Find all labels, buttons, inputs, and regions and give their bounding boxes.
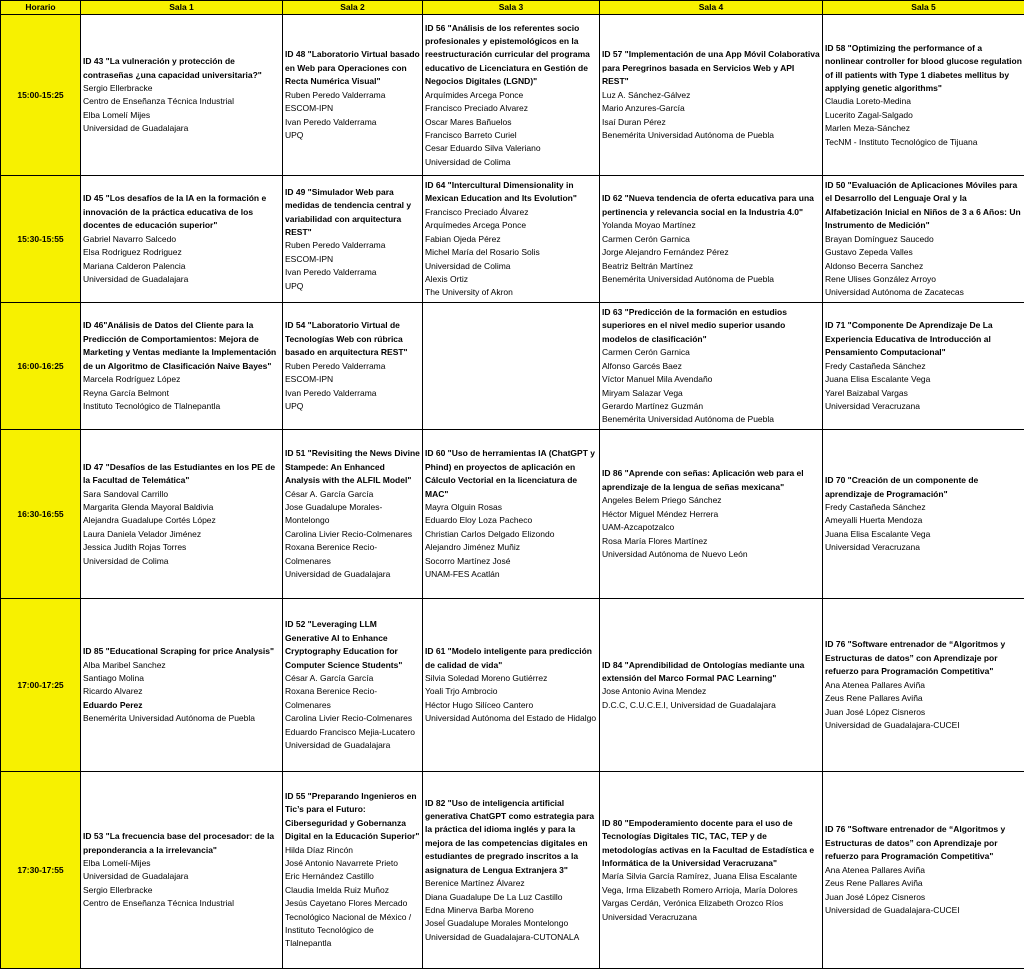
session-author-line: The University of Akron [425, 287, 513, 298]
time-slot: 16:00-16:25 [1, 303, 81, 430]
session-author-line: Carmen Cerón Garnica [602, 233, 690, 244]
session-author-line: Benemérita Universidad Autónoma de Puebla [602, 414, 774, 425]
session-author-line: Ameyalli Huerta Mendoza [825, 515, 923, 526]
session-author-line: Fredy Castañeda Sánchez [825, 502, 926, 512]
session-author-line: Jessica Judith Rojas Torres [83, 542, 187, 553]
session-title: ID 60 "Uso de herramientas IA (ChatGPT y Phind) en proyectos de aplicación en Cálculo Vectorial en la licenciatura de MAC" [425, 448, 595, 499]
session-author-line: Sara Sandoval Carrillo [83, 488, 169, 499]
session-author-line: Universidad Veracruzana [825, 542, 920, 553]
session-cell [823, 15, 1024, 176]
session-author-line: Mario Anzures-García [602, 103, 685, 114]
session-author-line: Hilda Díaz Rincón [285, 844, 354, 855]
session-author-line: Yarel Baizabal Vargas [825, 387, 908, 398]
session-author-line: Jose Antonio Avina Mendez [602, 686, 707, 697]
schedule-row [1, 599, 1024, 772]
header-row [1, 1, 1024, 15]
session-author-line: Eduardo Perez [83, 699, 143, 710]
session-title: ID 43 "La vulneración y protección de contraseñas ¿una capacidad universitaria?" [83, 56, 262, 80]
session-author-line: Juan José López Cisneros [825, 891, 926, 902]
session-author-line: Roxana Berenice Recio-Colmenares [285, 686, 378, 710]
session-title: ID 45 "Los desafíos de la IA en la formación e innovación de la práctica educativa de los docentes de educación superior" [83, 193, 267, 231]
session-author-line: UPQ [285, 129, 304, 140]
header-sala-3: Sala 3 [423, 1, 600, 15]
session-title: ID 50 "Evaluación de Aplicaciones Móviles para el Desarrollo del Lenguaje Oral y la Alfabetización Inicial en Niños de 3 a 6 Años: Un Instrumento de Medición" [825, 180, 1021, 231]
session-author-line: Carmen Cerón Garnica [602, 347, 690, 358]
session-author-line: Universidad Autónoma de Nuevo León [602, 548, 748, 559]
session-title: ID 84 "Aprendibilidad de Ontologías mediante una extensión del Marco Formal PAC Learning" [602, 659, 805, 683]
session-title: ID 57 "Implementación de una App Móvil Colaborativa para Peregrinos basada en Servicios Web y API REST" [602, 49, 820, 87]
header-sala-2: Sala 2 [283, 1, 423, 15]
session-cell [81, 772, 283, 969]
session-cell [283, 772, 423, 969]
session-author-line: Gerardo Martínez Guzmán [602, 400, 704, 411]
session-author-line: Ana Atenea Pallares Aviña [825, 864, 926, 875]
session-author-line: Aldonso Becerra Sanchez [825, 260, 924, 271]
schedule-row [1, 430, 1024, 599]
session-author-line: Gabriel Navarro Salcedo [83, 233, 177, 244]
session-title: ID 70 "Creación de un componente de aprendizaje de Programación" [825, 475, 979, 499]
session-author-line: Elsa Rodriguez Rodriguez [83, 247, 182, 258]
session-author-line: Universidad Autónoma del Estado de Hidalgo [425, 713, 597, 724]
session-author-line: Jorge Alejandro Fernández Pérez [602, 247, 729, 258]
session-author-line: D.C.C, C.U.C.E.I, Universidad de Guadalajara [602, 699, 776, 710]
session-cell [600, 772, 823, 969]
session-author-line: María Silvia García Ramírez, Juana Elisa Escalante Vega, Irma Elizabeth Romero Arrioja, María Dolores Vargas Cerdán, Verónica Elizabeth Orozco Ríos [602, 871, 798, 909]
session-author-line: Juan José López Cisneros [825, 706, 926, 717]
session-author-line: Santiago Molina [83, 673, 144, 683]
header-sala-5: Sala 5 [823, 1, 1024, 15]
session-title: ID 58 "Optimizing the performance of a nonlinear controller for blood glucose regulation of ill patients with Type 1 diabetes mellitus by applying genetic algorithms" [825, 42, 1022, 93]
session-cell [283, 303, 423, 430]
session-cell [81, 15, 283, 176]
session-author-line: Ivan Peredo Valderrama [285, 387, 377, 398]
session-author-line: Ricardo Alvarez [83, 686, 143, 697]
session-author-line: Margarita Glenda Mayoral Baldivia [83, 502, 214, 512]
session-author-line: Eric Hernández Castillo [285, 871, 374, 882]
session-author-line: Claudia Loreto-Medina [825, 96, 911, 107]
session-author-line: Juana Elisa Escalante Vega [825, 374, 931, 385]
session-title: ID 48 "Laboratorio Virtual basado en Web para Operaciones con Recta Numérica Visual" [285, 49, 420, 87]
session-title: ID 85 "Educational Scraping for price Analysis" [83, 646, 275, 657]
session-author-line: Eduardo Francisco Mejia-Lucatero [285, 726, 415, 737]
session-author-line: José Antonio Navarrete Prieto [285, 858, 398, 868]
session-author-line: Luz A. Sánchez-Gálvez [602, 89, 691, 100]
session-cell [81, 430, 283, 599]
session-title: ID 86 "Aprende con señas: Aplicación web para el aprendizaje de la lengua de señas mexicana" [602, 468, 804, 492]
session-title: ID 46"Análisis de Datos del Cliente para la Predicción de Comportamientos: Mejora de Marketing y Ventas mediante la Implementación de un Algoritmo de Clasificación Naive Bayes" [83, 320, 277, 371]
session-cell [283, 176, 423, 303]
time-slot: 16:30-16:55 [1, 430, 81, 599]
session-author-line: Marcela Rodríguez López [83, 374, 181, 385]
session-cell [600, 176, 823, 303]
session-author-line: Alfonso Garcés Baez [602, 360, 682, 371]
session-cell [600, 15, 823, 176]
session-cell [81, 303, 283, 430]
session-author-line: Víctor Manuel Mila Avendaño [602, 374, 713, 385]
session-author-line: Diana Guadalupe De La Luz Castillo [425, 891, 563, 902]
session-cell [423, 176, 600, 303]
session-author-line: Berenice Martínez Álvarez [425, 878, 525, 889]
session-title: ID 63 "Predicción de la formación en estudios superiores en el nivel medio superior usando modelos de clasificación" [602, 307, 787, 344]
session-author-line: Ruben Peredo Valderrama [285, 89, 386, 100]
session-author-line: Carolina Livier Recio-Colmenares [285, 713, 413, 724]
session-title: ID 76 "Software entrenador de “Algoritmos y Estructuras de datos” con Aprendizaje por refuerzo para Programación Competitiva" [825, 639, 1006, 677]
session-author-line: César A. García García [285, 673, 374, 683]
session-title: ID 51 "Revisiting the News Divine Stampede: An Enhanced Analysis with the ALFIL Model" [285, 448, 420, 486]
session-author-line: Rene Ulises González Arroyo [825, 273, 937, 284]
session-author-line: Ruben Peredo Valderrama [285, 360, 386, 371]
session-author-line: Universidad de Guadalajara [285, 569, 391, 580]
session-author-line: Brayan Domínguez Saucedo [825, 233, 934, 244]
session-author-line: Instituto Tecnológico de Tlalnepantla [83, 400, 221, 411]
session-author-line: Mariana Calderon Palencia [83, 260, 186, 271]
session-author-line: ESCOM-IPN [285, 253, 334, 264]
session-title: ID 64 "Intercultural Dimensionality in Mexican Education and Its Evolution" [425, 180, 577, 204]
session-author-line: Héctor Miguel Méndez Herrera [602, 508, 719, 519]
session-author-line: Héctor Hugo Silíceo Cantero [425, 699, 534, 710]
session-cell [423, 15, 600, 176]
session-author-line: Sergio Ellerbracke [83, 83, 153, 93]
schedule-row [1, 303, 1024, 430]
session-title: ID 54 "Laboratorio Virtual de Tecnologías Web con rúbrica basado en arquitectura REST" [285, 320, 408, 358]
session-title: ID 52 "Leveraging LLM Generative AI to Enhance Cryptography Education for Computer Science Students" [285, 619, 403, 670]
session-cell [823, 772, 1024, 969]
time-slot: 17:00-17:25 [1, 599, 81, 772]
session-author-line: Elba Lomelí-Mijes [83, 858, 151, 868]
session-cell [423, 772, 600, 969]
session-author-line: Sergio Ellerbracke [83, 884, 153, 895]
session-author-line: Joseĺ Guadalupe Morales Montelongo [425, 918, 569, 929]
session-author-line: Carolina Livier Recio-Colmenares [285, 528, 413, 539]
session-author-line: Ana Atenea Pallares Aviña [825, 679, 926, 690]
session-title: ID 80 "Empoderamiento docente para el uso de Tecnologías Digitales TIC, TAC, TEP y de metodologías activas en la Facultad de Estadística e Informática de la Universidad Veracruzana" [602, 817, 815, 868]
session-author-line: Michel María del Rosario Solis [425, 247, 540, 258]
session-author-line: Elba Lomelí Mijes [83, 109, 151, 120]
schedule-body [1, 15, 1024, 969]
session-title: ID 61 "Modelo inteligente para predicción de calidad de vida" [425, 646, 592, 670]
session-author-line: Cesar Eduardo Silva Valeriano [425, 143, 541, 154]
session-author-line: César A. García García [285, 488, 374, 499]
session-author-line: Universidad de Guadalajara [83, 273, 189, 284]
session-author-line: Ruben Peredo Valderrama [285, 240, 386, 251]
session-author-line: Miryam Salazar Vega [602, 387, 683, 398]
session-author-line: Silvia Soledad Moreno Gutiérrez [425, 673, 548, 683]
session-author-line: Fabian Ojeda Pérez [425, 233, 501, 244]
header-sala-1: Sala 1 [81, 1, 283, 15]
session-cell [823, 303, 1024, 430]
session-cell [283, 599, 423, 772]
session-author-line: Tecnológico Nacional de México / Instituto Tecnológico de Tlalnepantla [285, 911, 412, 949]
session-author-line: Juana Elisa Escalante Vega [825, 528, 931, 539]
session-author-line: Francisco Preciado Alvarez [425, 103, 528, 114]
session-title: ID 47 "Desafíos de las Estudiantes en los PE de la Facultad de Telemática" [83, 461, 276, 486]
session-cell [600, 303, 823, 430]
session-author-line: Laura Daniela Velador Jiménez [83, 528, 202, 539]
session-author-line: Francisco Barreto Curiel [425, 129, 517, 140]
session-author-line: Alexis Ortiz [425, 273, 468, 284]
session-author-line: Angeles Belem Priego Sánchez [602, 495, 722, 506]
session-title: ID 71 "Componente De Aprendizaje De La Experiencia Educativa de Introducción al Pensamiento Computacional" [825, 320, 993, 358]
session-author-line: UAM-Azcapotzalco [602, 522, 675, 533]
session-cell [81, 599, 283, 772]
session-author-line: Universidad de Guadalajara-CUCEI [825, 719, 960, 730]
session-author-line: Universidad Veracruzana [602, 911, 697, 922]
session-author-line: Universidad de Colima [425, 156, 511, 167]
session-cell [283, 15, 423, 176]
session-author-line: Eduardo Eloy Loza Pacheco [425, 515, 533, 526]
session-author-line: Ivan Peredo Valderrama [285, 116, 377, 127]
session-author-line: Universidad de Guadalajara [83, 123, 189, 134]
session-cell [423, 430, 600, 599]
session-author-line: Zeus Rene Pallares Aviña [825, 878, 923, 889]
header-horario: Horario [1, 1, 81, 15]
session-author-line: ESCOM-IPN [285, 103, 334, 114]
session-author-line: Universidad de Guadalajara-CUTONALA [425, 931, 580, 942]
time-slot: 17:30-17:55 [1, 772, 81, 969]
session-author-line: Universidad Veracruzana [825, 400, 920, 411]
session-author-line: Beatriz Beltrán Martínez [602, 260, 694, 271]
session-author-line: UNAM-FES Acatlán [425, 569, 500, 580]
session-cell [423, 303, 600, 430]
session-author-line: Isaí Duran Pérez [602, 116, 666, 127]
session-title: ID 56 "Análisis de los referentes socio profesionales y epistemológicos en la reestructuración curricular del programa educativo de Licenciatura en Gestión de Negocios Digitales (LGND)" [425, 22, 590, 87]
session-author-line: Arquímedes Arcega Ponce [425, 220, 527, 231]
session-author-line: Universidad de Guadalajara-CUCEI [825, 904, 960, 915]
session-author-line: UPQ [285, 280, 304, 291]
session-author-line: Centro de Enseñanza Técnica Industrial [83, 96, 235, 107]
time-slot: 15:00-15:25 [1, 15, 81, 176]
session-author-line: Alba Maribel Sanchez [83, 659, 166, 670]
session-cell [823, 176, 1024, 303]
session-author-line: Universidad de Guadalajara [285, 740, 391, 751]
session-author-line: Socorro Martínez José [425, 555, 511, 566]
session-author-line: Christian Carlos Delgado Elizondo [425, 528, 555, 539]
session-author-line: Marlen Meza-Sánchez [825, 123, 911, 134]
session-author-line: Universidad de Colima [83, 555, 169, 566]
schedule-row [1, 176, 1024, 303]
session-author-line: UPQ [285, 400, 304, 411]
session-author-line: Yoali Trjo Ambrocio [425, 686, 498, 697]
session-cell [600, 599, 823, 772]
session-author-line: Benemérita Universidad Autónoma de Puebla [602, 129, 774, 140]
session-title: ID 49 "Simulador Web para medidas de tendencia central y variabilidad con arquitectura REST" [285, 186, 412, 237]
session-author-line: TecNM - Instituto Tecnológico de Tijuana [825, 136, 978, 147]
schedule-row [1, 772, 1024, 969]
session-title: ID 55 "Preparando Ingenieros en Tic’s para el Futuro: Ciberseguridad y Gobernanza Digital en la Educación Superior" [285, 790, 420, 842]
session-author-line: Fredy Castañeda Sánchez [825, 360, 926, 371]
session-author-line: Benemérita Universidad Autónoma de Puebla [83, 713, 255, 724]
session-cell [423, 599, 600, 772]
session-author-line: Reyna García Belmont [83, 387, 169, 398]
session-author-line: Edna Minerva Barba Moreno [425, 904, 534, 915]
session-author-line: Gustavo Zepeda Valles [825, 247, 913, 258]
session-author-line: Arquímides Arcega Ponce [425, 89, 524, 100]
session-title: ID 53 "La frecuencia base del procesador: de la preponderancia a la irrelevancia" [83, 831, 275, 855]
session-author-line: Centro de Enseñanza Técnica Industrial [83, 898, 235, 909]
session-cell [600, 430, 823, 599]
session-author-line: Jesús Cayetano Flores Mercado [285, 898, 408, 909]
session-cell [283, 430, 423, 599]
session-author-line: Roxana Berenice Recio-Colmenares [285, 542, 378, 566]
session-author-line: Mayra Olguin Rosas [425, 502, 503, 512]
schedule-row [1, 15, 1024, 176]
session-author-line: Benemérita Universidad Autónoma de Puebla [602, 273, 774, 284]
session-author-line: Francisco Preciado Álvarez [425, 206, 529, 217]
session-author-line: Oscar Mares Bañuelos [425, 116, 512, 127]
session-author-line: Lucerito Zagal-Salgado [825, 109, 913, 120]
session-cell [823, 599, 1024, 772]
session-author-line: Alejandra Guadalupe Cortés López [83, 515, 216, 526]
session-author-line: Alejandro Jiménez Muñiz [425, 542, 520, 553]
session-author-line: Ivan Peredo Valderrama [285, 267, 377, 278]
session-author-line: Claudia Imelda Ruiz Muñoz [285, 884, 389, 895]
session-title: ID 62 "Nueva tendencia de oferta educativa para una pertinencia y relevancia social en la Industria 4.0" [602, 193, 814, 217]
session-author-line: Zeus Rene Pallares Aviña [825, 693, 923, 704]
session-title: ID 82 "Uso de inteligencia artificial generativa ChatGPT como estrategia para la práctica del idioma inglés y para la mejora de las competencias digitales en estudiantes de pregrado inscritos a la asignatura de Lengua Extranjera 3" [425, 797, 595, 875]
session-author-line: Universidad de Colima [425, 260, 511, 271]
header-sala-4: Sala 4 [600, 1, 823, 15]
session-cell [81, 176, 283, 303]
session-author-line: Universidad de Guadalajara [83, 871, 189, 882]
session-author-line: Universidad Autónoma de Zacatecas [825, 287, 964, 298]
session-author-line: Yolanda Moyao Martínez [602, 220, 696, 231]
time-slot: 15:30-15:55 [1, 176, 81, 303]
session-title: ID 76 "Software entrenador de “Algoritmos y Estructuras de datos” con Aprendizaje por refuerzo para Programación Competitiva" [825, 824, 1006, 862]
session-author-line: ESCOM-IPN [285, 374, 334, 385]
session-author-line: Jose Guadalupe Morales-Montelongo [285, 502, 383, 526]
session-cell [823, 430, 1024, 599]
session-author-line: Rosa María Flores Martínez [602, 535, 708, 546]
